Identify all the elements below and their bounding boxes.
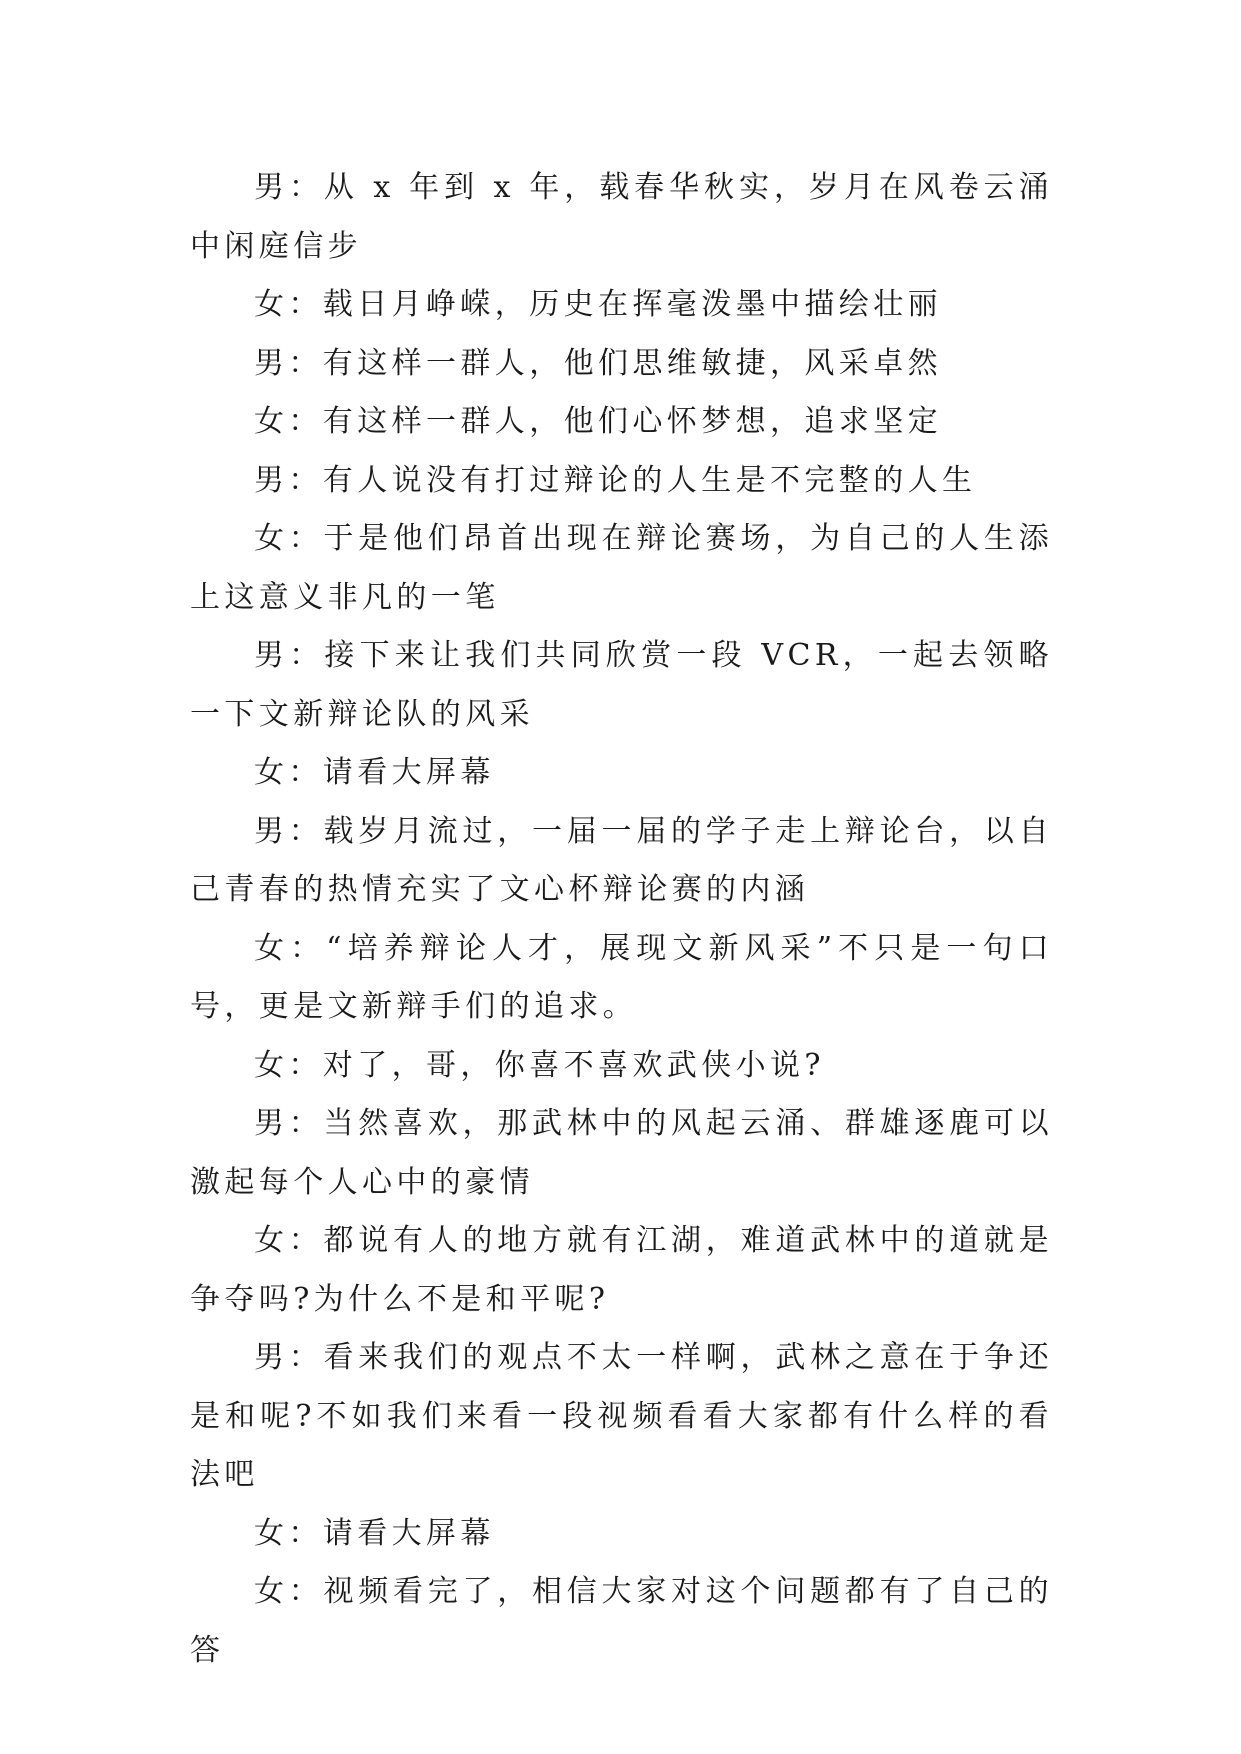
dialogue-line: 男：有人说没有打过辩论的人生是不完整的人生 (254, 462, 977, 498)
dialogue-line: 男：看来我们的观点不太一样啊，武林之意在于争还是和呢?不如我们来看一段视频看看大家都有什么样的看法吧 (190, 1340, 1053, 1492)
dialogue-line: 男：当然喜欢，那武林中的风起云涌、群雄逐鹿可以激起每个人心中的豪情 (190, 1106, 1053, 1200)
dialogue-line: 男：有这样一群人，他们思维敏捷，风采卓然 (254, 345, 942, 381)
dialogue-line: 女：载日月峥嵘，历史在挥毫泼墨中描绘壮丽 (254, 287, 942, 322)
dialogue-line: 女：视频看完了，相信大家对这个问题都有了自己的答 (190, 1574, 1053, 1668)
dialogue-line: 男：接下来让我们共同欣赏一段 VCR，一起去领略一下文新辩论队的风采 (190, 638, 1053, 732)
dialogue-line: 女：有这样一群人，他们心怀梦想，追求坚定 (254, 404, 942, 439)
dialogue-line: 女：对了，哥，你喜不喜欢武侠小说? (254, 1047, 825, 1083)
dialogue-line: 女：请看大屏幕 (254, 755, 495, 790)
dialogue-line: 男：从 x 年到 x 年，载春华秋实，岁月在风卷云涌中闲庭信步 (190, 170, 1053, 264)
script-text-body (190, 159, 1053, 1680)
dialogue-line: 女：于是他们昂首出现在辩论赛场，为自己的人生添上这意义非凡的一笔 (190, 521, 1053, 615)
dialogue-line: 男：载岁月流过，一届一届的学子走上辩论台，以自己青春的热情充实了文心杯辩论赛的内涵 (190, 813, 1053, 907)
dialogue-line: 女：都说有人的地方就有江湖，难道武林中的道就是争夺吗?为什么不是和平呢? (190, 1223, 1053, 1317)
dialogue-line: 女：请看大屏幕 (254, 1515, 495, 1551)
dialogue-line: 女：“培养辩论人才，展现文新风采”不只是一句口号，更是文新辩手们的追求。 (190, 930, 1053, 1024)
